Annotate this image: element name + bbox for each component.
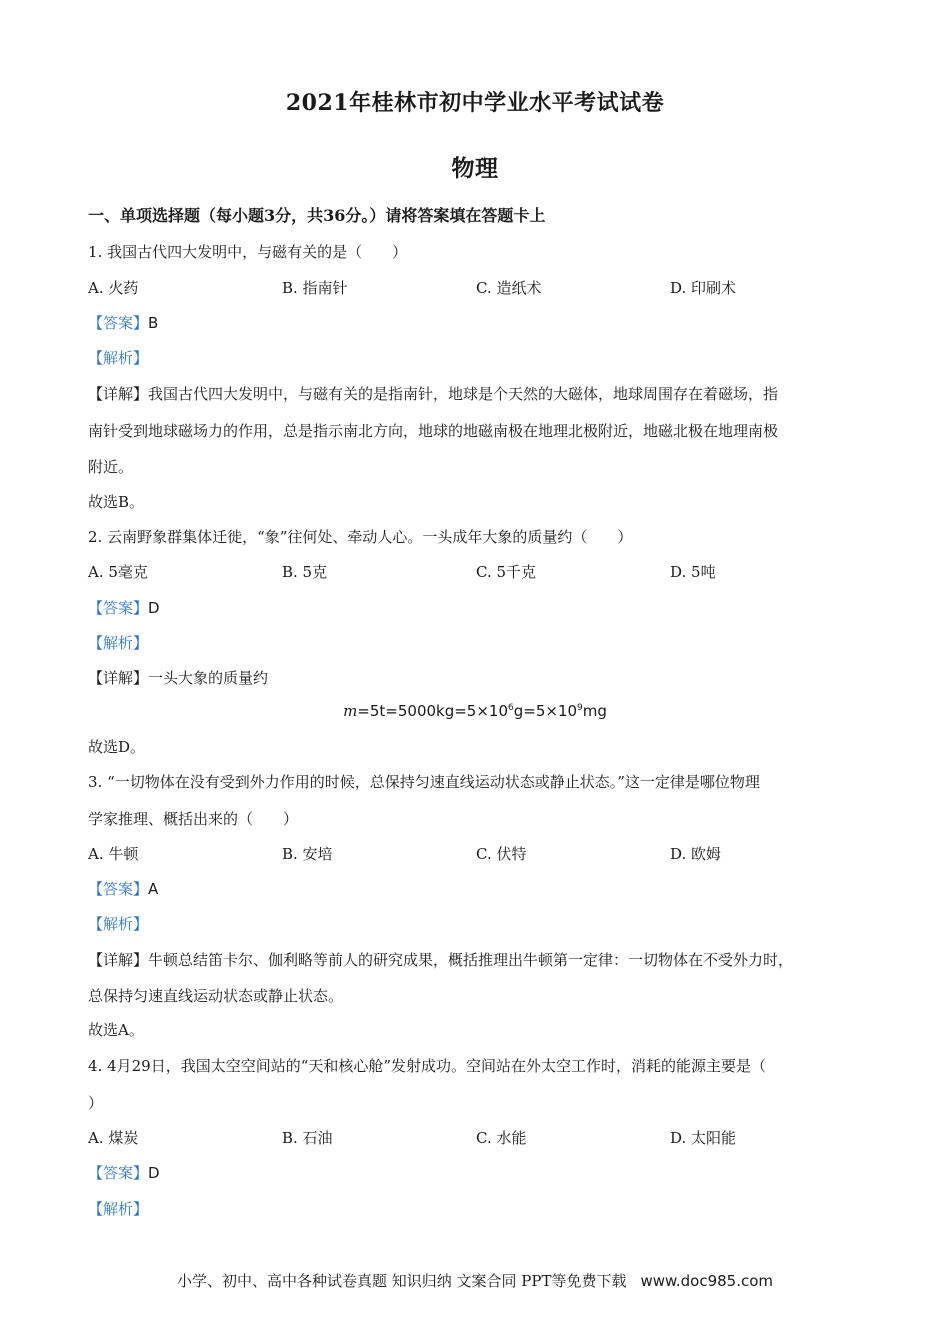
question-1-detail-line-2: 南针受到地球磁场力的作用，总是指示南北方向，地球的地磁南极在地理北极附近，地磁北极在地理南极 [88,422,779,440]
question-4-option-b: B. 石油 [282,1129,333,1147]
question-3-detail-line-2: 总保持匀速直线运动状态或静止状态。 [88,987,344,1005]
answer-tag: 【答案】 [88,314,149,332]
question-3-option-c: C. 伏特 [476,845,527,863]
answer-value: A [148,880,159,898]
question-3-detail [88,950,878,970]
question-1-conclusion: 故选B。 [88,493,145,511]
question-1-answer [88,313,878,333]
question-1-option-d: D. 印刷术 [670,279,737,297]
answer-tag: 【答案】 [88,880,149,898]
detail-text: 我国古代四大发明中，与磁有关的是指南针，地球是个天然的大磁体，地球周围存在着磁场，指 [148,385,779,403]
question-3-option-b: B. 安培 [282,845,333,863]
section-heading: 一、单项选择题（每小题3分，共36分。）请将答案填在答题卡上 [88,206,546,225]
detail-tag: 【详解】 [88,951,149,969]
question-3-answer [88,879,878,899]
question-1-detail-line-3: 附近。 [88,458,134,476]
answer-value: B [148,314,159,332]
mass-formula [0,701,950,721]
detail-text: 牛顿总结笛卡尔、伽利略等前人的研究成果，概括推理出牛顿第一定律：一切物体在不受外力时， [148,951,794,969]
question-4-option-d: D. 太阳能 [670,1129,737,1147]
formula-part-2: g=5×10 [513,702,578,720]
question-3-option-a: A. 牛顿 [88,845,139,863]
formula-variable: m [343,702,358,720]
question-2-option-c: C. 5千克 [476,563,537,581]
question-3-conclusion: 故选A。 [88,1021,144,1039]
question-1-analysis-tag: 【解析】 [88,349,149,367]
detail-text: 一头大象的质量约 [148,669,269,687]
question-2-answer [88,598,878,618]
question-4-stem-line-2: ） [88,1094,104,1112]
question-2-analysis-tag: 【解析】 [88,634,149,652]
question-4-option-a: A. 煤炭 [88,1129,139,1147]
formula-exponent-2: 9 [577,703,583,713]
formula-part-1: =5t=5000kg=5×10 [357,702,509,720]
question-2-option-a: A. 5毫克 [88,563,148,581]
question-4-analysis-tag: 【解析】 [88,1200,149,1218]
formula-part-3: mg [582,702,607,720]
detail-tag: 【详解】 [88,669,149,687]
question-3-analysis-tag: 【解析】 [88,915,149,933]
exam-title: 2021年桂林市初中学业水平考试试卷 [285,90,665,116]
question-3-option-d: D. 欧姆 [670,845,722,863]
question-1-stem: 1. 我国古代四大发明中，与磁有关的是（ ） [88,243,408,261]
question-4-option-c: C. 水能 [476,1129,527,1147]
footer-url[interactable]: www.doc985.com [640,1272,774,1290]
question-2-option-b: B. 5克 [282,563,328,581]
question-4-stem: 4. 4月29日，我国太空空间站的“天和核心舱”发射成功。空间站在外太空工作时，消耗的能源主要是（ [88,1057,767,1075]
question-3-stem: 3. “一切物体在没有受到外力作用的时候，总保持匀速直线运动状态或静止状态。”这一定律是哪位物理 [88,773,760,791]
page-footer [0,1270,950,1291]
question-1-option-c: C. 造纸术 [476,279,542,297]
question-2-option-d: D. 5吨 [670,563,716,581]
detail-tag: 【详解】 [88,385,149,403]
question-2-detail [88,668,878,688]
question-1-option-b: B. 指南针 [282,279,348,297]
formula-exponent-1: 6 [508,703,514,713]
question-4-answer [88,1163,878,1183]
question-3-stem-line-2: 学家推理、概括出来的（ ） [88,810,299,828]
answer-value: D [148,599,160,617]
footer-text: 小学、初中、高中各种试卷真题 知识归纳 文案合同 PPT等免费下载 [176,1272,627,1290]
question-2-conclusion: 故选D。 [88,738,146,756]
subject-title: 物理 [451,155,499,182]
answer-tag: 【答案】 [88,1164,149,1182]
question-2-stem: 2. 云南野象群集体迁徙，“象”往何处、牵动人心。一头成年大象的质量约（ ） [88,528,633,546]
answer-tag: 【答案】 [88,599,149,617]
question-1-detail [88,384,878,404]
answer-value: D [148,1164,160,1182]
question-1-option-a: A. 火药 [88,279,139,297]
